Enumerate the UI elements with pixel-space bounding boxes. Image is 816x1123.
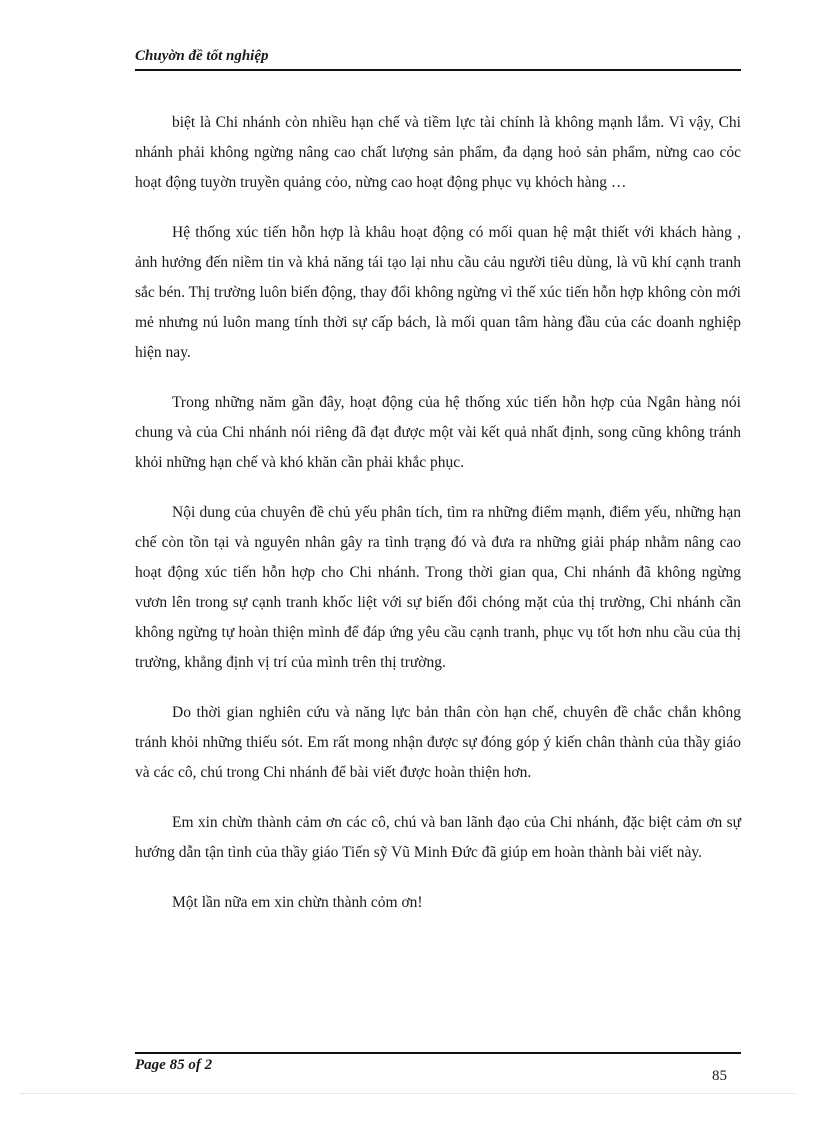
page-edge-divider	[20, 1093, 796, 1094]
footer-rule	[135, 1052, 741, 1054]
document-body	[135, 108, 741, 938]
paragraph: Một lần nữa em xin chừn thành cỏm ơn!	[172, 894, 423, 911]
paragraph: Nội dung của chuyên đề chủ yếu phân tích, tìm ra những điểm mạnh, điểm yếu, những hạn chế còn tồn tại và nguyên nhân gây ra tình trạng đó và đưa ra những giải pháp nhằm nâng cao hoạt động xúc tiến hỗn hợp cho Chi nhánh. Trong thời gian qua, Chi nhánh đã không ngừng vươn lên trong sự cạnh tranh khốc liệt với sự biến đổi chóng mặt của thị trường, Chi nhánh cần không ngừng tự hoàn thiện mình để đáp ứng yêu cầu cạnh tranh, phục vụ tốt hơn nhu cầu của thị trường, khẳng định vị trí của mình trên thị trường.	[135, 504, 741, 671]
footer-page-label: Page 85 of 2	[135, 1057, 213, 1073]
paragraph: Hệ thống xúc tiến hỗn hợp là khâu hoạt động có mối quan hệ mật thiết với khách hàng , ảnh hưởng đến niềm tin và khả năng tái tạo lại nhu cầu cảu người tiêu dùng, là vũ khí cạnh tranh sắc bén. Thị trường luôn biến động, thay đổi không ngừng vì thế xúc tiến hỗn hợp không còn mới mẻ nhưng nú luôn mang tính thời sự cấp bách, là mối quan tâm hàng đầu của các doanh nghiệp hiện nay.	[135, 224, 741, 361]
paragraph: Trong những năm gần đây, hoạt động của hệ thống xúc tiến hỗn hợp của Ngân hàng nói chung và của Chi nhánh nói riêng đã đạt được một vài kết quả nhất định, song cũng không tránh khỏi những hạn chế và khó khăn cần phải khắc phục.	[135, 394, 741, 471]
paragraph: Em xin chừn thành cảm ơn các cô, chú và ban lãnh đạo của Chi nhánh, đặc biệt cảm ơn sự hướng dẫn tận tình của thầy giáo Tiến sỹ Vũ Minh Đức đã giúp em hoàn thành bài viết này.	[135, 814, 741, 861]
paragraph: biệt là Chi nhánh còn nhiều hạn chế và tiềm lực tài chính là không mạnh lắm. Vì vậy, Chi nhánh phải không ngừng nâng cao chất lượng sản phẩm, đa dạng hoỏ sản phẩm, nừng cao cỏc hoạt động tuyờn truyền quảng cỏo, nừng cao hoạt động phục vụ khỏch hàng …	[135, 114, 741, 191]
paragraph: Do thời gian nghiên cứu và năng lực bản thân còn hạn chế, chuyên đề chắc chắn không tránh khỏi những thiếu sót. Em rất mong nhận được sự đóng góp ý kiến chân thành của thầy giáo và các cô, chú trong Chi nhánh để bài viết được hoàn thiện hơn.	[135, 704, 741, 781]
header-rule	[135, 69, 741, 71]
header-title: Chuyờn đề tốt nghiệp	[135, 48, 269, 64]
page-number: 85	[712, 1068, 727, 1084]
